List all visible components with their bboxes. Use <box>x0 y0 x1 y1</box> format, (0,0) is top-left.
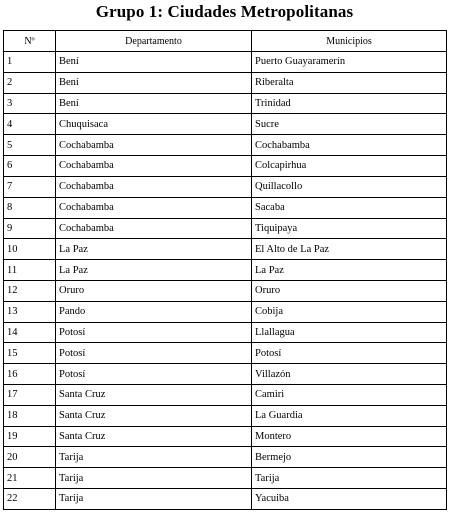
table-row <box>4 156 447 177</box>
table-row <box>4 93 447 114</box>
cell-number: 1 <box>4 52 56 73</box>
cell-number: 7 <box>4 176 56 197</box>
cell-department: Cochabamba <box>56 135 252 156</box>
cell-number: 9 <box>4 218 56 239</box>
cell-municipality: Puerto Guayaramerín <box>252 52 447 73</box>
cell-department: Tarija <box>56 468 252 489</box>
cell-number: 16 <box>4 364 56 385</box>
cell-department: Potosí <box>56 343 252 364</box>
table-row <box>4 301 447 322</box>
cell-municipality: Llallagua <box>252 322 447 343</box>
cell-municipality: Potosí <box>252 343 447 364</box>
cell-municipality: El Alto de La Paz <box>252 239 447 260</box>
cell-municipality: Cobija <box>252 301 447 322</box>
cell-number: 6 <box>4 156 56 177</box>
cell-number: 15 <box>4 343 56 364</box>
cell-department: Santa Cruz <box>56 385 252 406</box>
cell-number: 18 <box>4 405 56 426</box>
cell-municipality: Oruro <box>252 280 447 301</box>
cell-number: 8 <box>4 197 56 218</box>
table-row <box>4 385 447 406</box>
cell-number: 11 <box>4 260 56 281</box>
cell-department: Tarija <box>56 489 252 510</box>
table-row <box>4 260 447 281</box>
cell-department: Cochabamba <box>56 156 252 177</box>
cell-number: 17 <box>4 385 56 406</box>
cell-municipality: Colcapirhua <box>252 156 447 177</box>
cell-department: Santa Cruz <box>56 426 252 447</box>
cell-department: Bení <box>56 93 252 114</box>
cell-number: 5 <box>4 135 56 156</box>
cell-number: 19 <box>4 426 56 447</box>
column-header-department: Departamento <box>56 31 252 52</box>
table-row <box>4 364 447 385</box>
cell-municipality: Tarija <box>252 468 447 489</box>
cell-number: 14 <box>4 322 56 343</box>
table-row <box>4 218 447 239</box>
cell-department: Bení <box>56 52 252 73</box>
cell-department: Chuquisaca <box>56 114 252 135</box>
table-row <box>4 405 447 426</box>
table-row <box>4 72 447 93</box>
cell-number: 13 <box>4 301 56 322</box>
table-row <box>4 197 447 218</box>
cell-department: La Paz <box>56 260 252 281</box>
cell-municipality: Sacaba <box>252 197 447 218</box>
table-row <box>4 239 447 260</box>
cell-municipality: Cochabamba <box>252 135 447 156</box>
cell-municipality: Quillacollo <box>252 176 447 197</box>
municipalities-table <box>3 30 447 510</box>
cell-number: 22 <box>4 489 56 510</box>
cell-number: 12 <box>4 280 56 301</box>
table-row <box>4 447 447 468</box>
cell-department: Tarija <box>56 447 252 468</box>
cell-municipality: Riberalta <box>252 72 447 93</box>
table-row <box>4 322 447 343</box>
column-header-number: Nº <box>4 31 56 52</box>
cell-municipality: Sucre <box>252 114 447 135</box>
table-row <box>4 135 447 156</box>
cell-department: Oruro <box>56 280 252 301</box>
cell-number: 3 <box>4 93 56 114</box>
page-title: Grupo 1: Ciudades Metropolitanas <box>95 2 354 21</box>
cell-department: La Paz <box>56 239 252 260</box>
cell-department: Cochabamba <box>56 218 252 239</box>
cell-department: Potosí <box>56 364 252 385</box>
table-row <box>4 343 447 364</box>
cell-number: 2 <box>4 72 56 93</box>
table-row <box>4 489 447 510</box>
table-row <box>4 426 447 447</box>
table-row <box>4 176 447 197</box>
cell-municipality: Montero <box>252 426 447 447</box>
cell-number: 21 <box>4 468 56 489</box>
cell-number: 20 <box>4 447 56 468</box>
cell-municipality: La Paz <box>252 260 447 281</box>
cell-municipality: Bermejo <box>252 447 447 468</box>
cell-municipality: Yacuiba <box>252 489 447 510</box>
cell-municipality: Camiri <box>252 385 447 406</box>
cell-department: Cochabamba <box>56 197 252 218</box>
table-row <box>4 52 447 73</box>
cell-municipality: Villazón <box>252 364 447 385</box>
table-row <box>4 114 447 135</box>
cell-department: Santa Cruz <box>56 405 252 426</box>
column-header-municipality: Municipios <box>252 31 447 52</box>
table-body <box>4 52 447 510</box>
cell-department: Pando <box>56 301 252 322</box>
cell-number: 10 <box>4 239 56 260</box>
cell-municipality: Trinidad <box>252 93 447 114</box>
cell-department: Cochabamba <box>56 176 252 197</box>
cell-number: 4 <box>4 114 56 135</box>
cell-department: Bení <box>56 72 252 93</box>
table-header-row <box>4 31 447 52</box>
table-row <box>4 280 447 301</box>
table-row <box>4 468 447 489</box>
cell-department: Potosí <box>56 322 252 343</box>
cell-municipality: Tiquipaya <box>252 218 447 239</box>
cell-municipality: La Guardia <box>252 405 447 426</box>
